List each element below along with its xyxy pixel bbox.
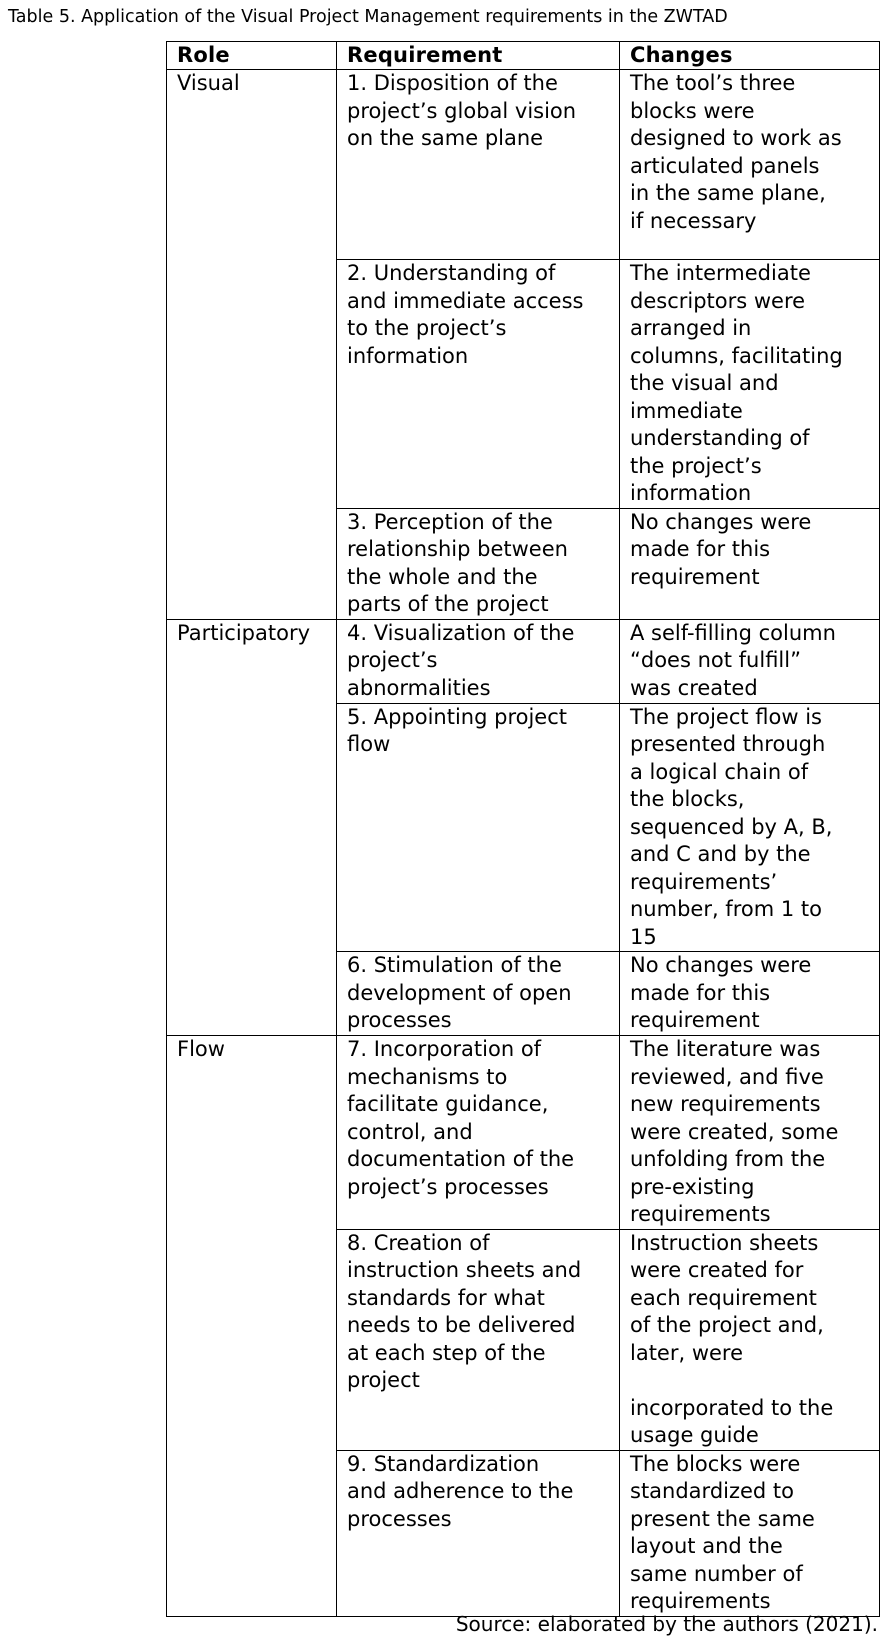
table-header-row: [167, 42, 880, 70]
changes-cell: [620, 260, 880, 509]
table-caption: Table 5. Application of the Visual Project Management requirements in the ZWTAD: [8, 7, 728, 27]
changes-cell: [620, 952, 880, 1036]
changes-cell: [620, 703, 880, 952]
changes-text: A self-filling column “does not fulfill” was created: [630, 620, 836, 700]
requirements-table-container: [166, 41, 880, 1617]
changes-cell: [620, 70, 880, 260]
changes-text: Instruction sheets were created for each requirement of the project and, later, were incorporated to the usage guide: [630, 1230, 834, 1447]
requirement-cell: [337, 619, 620, 703]
table-row: [167, 1036, 880, 1230]
role-cell-flow: [167, 1036, 337, 1617]
changes-text: No changes were made for this requirement: [630, 509, 812, 589]
table-row: [167, 70, 880, 260]
changes-text: The intermediate descriptors were arranged in columns, facilitating the visual and immediate understanding of the project’s information: [630, 261, 843, 505]
changes-cell: [620, 1229, 880, 1450]
requirement-cell: [337, 1229, 620, 1450]
role-cell-participatory: [167, 619, 337, 1036]
changes-text: The blocks were standardized to present the same layout and the same number of requirements: [630, 1451, 815, 1613]
requirement-text: 6. Stimulation of the development of open processes: [347, 953, 572, 1032]
requirement-cell: [337, 952, 620, 1036]
changes-cell: [620, 619, 880, 703]
header-role: Role: [167, 42, 337, 70]
changes-text: No changes were made for this requirement: [630, 953, 812, 1032]
requirement-text: 2. Understanding of and immediate access to the project’s information: [347, 261, 584, 368]
requirement-text: 3. Perception of the relationship between the whole and the parts of the project: [347, 509, 568, 616]
header-changes: Changes: [620, 42, 880, 70]
source-note: Source: elaborated by the authors (2021).: [455, 1612, 878, 1636]
requirement-text: 4. Visualization of the project’s abnormalities: [347, 620, 575, 700]
requirement-cell: [337, 703, 620, 952]
changes-text: The tool’s three blocks were designed to work as articulated panels in the same plane, if necessary: [630, 71, 842, 233]
requirement-text: 9. Standardization and adherence to the processes: [347, 1451, 574, 1531]
role-label: Flow: [177, 1037, 225, 1061]
role-cell-visual: [167, 70, 337, 620]
table-row: [167, 619, 880, 703]
requirement-cell: [337, 1036, 620, 1230]
changes-cell: [620, 1036, 880, 1230]
requirements-table: [166, 41, 880, 1617]
changes-text: The project flow is presented through a logical chain of the blocks, sequenced by A, B, and C and by the requirements’ number, from 1 to 15: [630, 704, 833, 949]
requirement-text: 7. Incorporation of mechanisms to facilitate guidance, control, and documentation of the project’s processes: [347, 1037, 575, 1199]
requirement-text: 5. Appointing project flow: [347, 704, 567, 756]
requirement-cell: [337, 1450, 620, 1616]
changes-cell: [620, 508, 880, 619]
role-label: Visual: [177, 71, 240, 95]
requirement-cell: [337, 508, 620, 619]
changes-text: The literature was reviewed, and five new requirements were created, some unfolding from the pre-existing requirements: [630, 1037, 839, 1226]
role-label: Participatory: [177, 620, 311, 645]
requirement-text: 1. Disposition of the project’s global vision on the same plane: [347, 71, 577, 150]
requirement-cell: [337, 260, 620, 509]
header-requirement: Requirement: [337, 42, 620, 70]
changes-cell: [620, 1450, 880, 1616]
requirement-cell: [337, 70, 620, 260]
requirement-text: 8. Creation of instruction sheets and standards for what needs to be delivered at each step of the project: [347, 1230, 582, 1392]
